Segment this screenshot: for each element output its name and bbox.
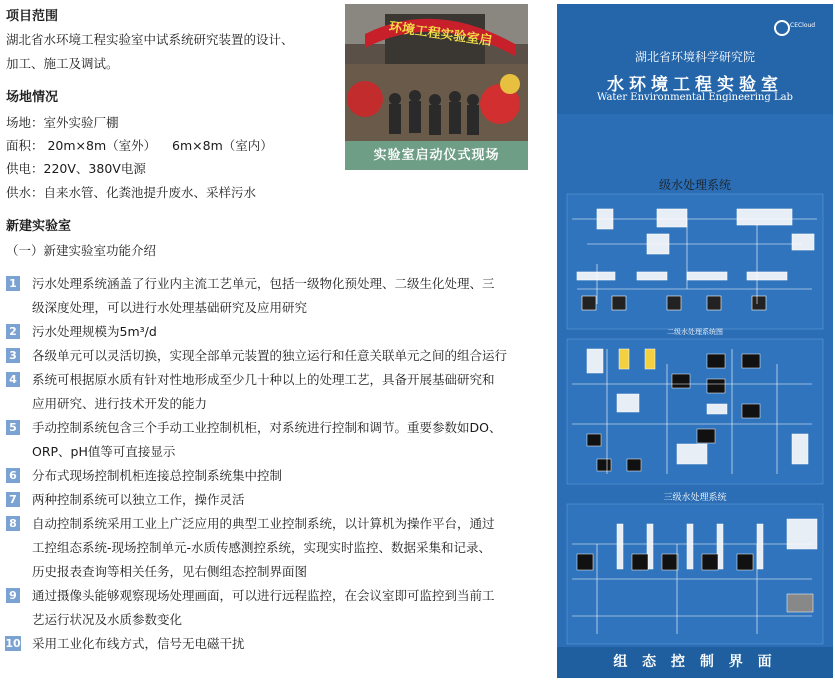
- lab-title-english: Water Environmental Engineering Lab: [597, 92, 793, 103]
- list-number-badge: 9: [6, 588, 20, 603]
- list-number-badge: 6: [6, 468, 20, 483]
- list-item-text: 工控组态系统-现场控制单元-水质传感测控系统，实现实时监控、数据采集和记录、: [32, 540, 492, 555]
- section3-title: 三级水处理系统: [663, 493, 727, 503]
- lab-title: 水环境工程实验室: [607, 75, 783, 95]
- list-item-text: 艺运行状况及水质参数变化: [32, 612, 183, 627]
- site-line: 场地：室外实验厂棚: [6, 115, 119, 130]
- site-heading: 场地情况: [6, 90, 59, 105]
- new-lab-heading: 新建实验室: [6, 219, 72, 234]
- list-item-text: 自动控制系统采用工业上广泛应用的典型工业控制系统，以计算机为操作平台，通过: [32, 516, 495, 531]
- list-number-badge: 8: [6, 516, 20, 531]
- site-line: 供水：自来水管、化粪池提升废水、采样污水: [6, 185, 257, 200]
- list-item-text: 系统可根据原水质有针对性地形成至少几十种以上的处理工艺，具备开展基础研究和: [32, 372, 495, 387]
- list-number-badge: 4: [6, 372, 20, 387]
- list-item-text: 应用研究、进行技术开发的能力: [32, 396, 208, 411]
- list-item-text: 手动控制系统包含三个手动工业控制机柜，对系统进行控制和调节。重要参数如DO、: [32, 420, 502, 435]
- list-number-badge: 2: [6, 324, 20, 339]
- project-scope-line: 湖北省水环境工程实验室中试系统研究装置的设计、: [6, 32, 294, 47]
- list-item-text: 污水处理系统涵盖了行业内主流工艺单元，包括一级物化预处理、二级生化处理、三: [32, 276, 495, 291]
- list-item-text: 各级单元可以灵活切换，实现全部单元装置的独立运行和任意关联单元之间的组合运行: [32, 348, 508, 363]
- scada-diagram: [557, 4, 833, 678]
- site-line: 供电：220V、380V电源: [6, 161, 146, 176]
- institute-title: 湖北省环境科学研究院: [634, 50, 755, 64]
- list-number-badge: 3: [6, 348, 20, 363]
- list-number-badge: 10: [5, 637, 21, 650]
- list-item-text: 两种控制系统可以独立工作，操作灵活: [32, 492, 245, 507]
- list-item-text: 历史报表查询等相关任务，见右侧组态控制界面图: [32, 564, 308, 579]
- list-item-text: 级深度处理，可以进行水处理基础研究及应用研究: [32, 300, 308, 315]
- list-item-text: 污水处理规模为5m³/d: [32, 324, 157, 339]
- site-line: 面积： 20m×8m（室外） 6m×8m（室内）: [6, 138, 273, 153]
- list-number-badge: 7: [6, 492, 20, 507]
- banner-text: 环境工程实验室启: [387, 19, 494, 50]
- photo-caption: 实验室启动仪式现场: [345, 141, 528, 170]
- section2-title: 二级水处理系统图: [667, 328, 723, 336]
- logo-text: CECloud: [790, 22, 816, 29]
- list-number-badge: 5: [6, 420, 20, 435]
- scada-interface-panel: [557, 4, 833, 678]
- list-item-text: 通过摄像头能够观察现场处理画面，可以进行远程监控，在会议室即可监控到当前工: [32, 588, 495, 603]
- new-lab-subheading: （一）新建实验室功能介绍: [6, 243, 157, 258]
- scada-footer-label: 组 态 控 制 界 面: [557, 647, 833, 678]
- section1-title: 级水处理系统: [658, 178, 731, 192]
- list-number-badge: 1: [6, 276, 20, 291]
- list-item-text: 采用工业化布线方式，信号无电磁干扰: [32, 636, 245, 651]
- list-item-text: 分布式现场控制机柜连接总控制系统集中控制: [32, 468, 283, 483]
- list-item-text: ORP、pH值等可直接显示: [32, 444, 176, 459]
- project-scope-heading: 项目范围: [6, 9, 59, 24]
- project-scope-line: 加工、施工及调试。: [6, 56, 119, 71]
